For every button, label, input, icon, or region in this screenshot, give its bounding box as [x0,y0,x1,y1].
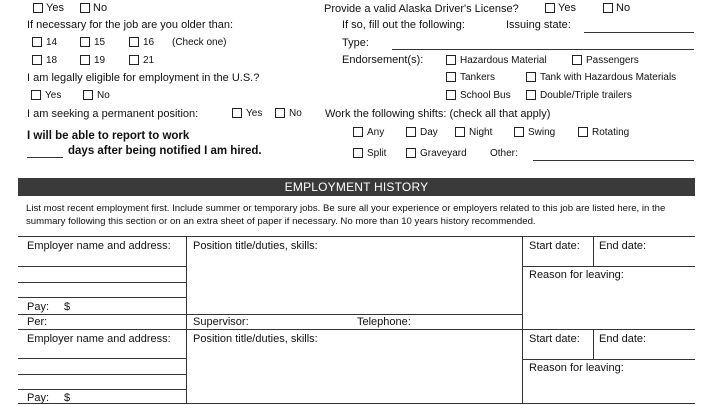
col-divider-2 [522,236,523,404]
pay-label: Pay: [27,301,50,313]
eligible-yes-checkbox[interactable] [31,90,41,100]
date-row-rule [522,266,695,267]
pay-dollar-2: $ [64,392,71,404]
endorsements-label: Endorsement(s): [342,54,424,66]
eligible-question: I am legally eligible for employment in the U.S.? [27,72,260,84]
hazmat-label: Hazardous Material [460,55,547,66]
double-triple-checkbox[interactable] [526,90,536,100]
shift-swing-label: Swing [528,127,556,138]
employer-line-1[interactable] [18,266,186,267]
employer-line-2[interactable] [18,282,186,283]
report-days-field[interactable] [27,157,63,158]
school-bus-checkbox[interactable] [446,90,456,100]
supervisor-row-rule [186,314,522,315]
age-15-checkbox[interactable] [80,37,90,47]
permanent-yes-label: Yes [246,108,263,119]
school-bus-label: School Bus [460,90,511,101]
shift-night-label: Night [469,127,493,138]
report-line1: I will be able to report to work [27,130,190,142]
age-15-label: 15 [94,37,106,48]
employer-line-2-3[interactable] [18,389,186,390]
pay-dollar: $ [64,301,71,313]
shift-other-field[interactable] [533,160,694,161]
eligible-no-label: No [97,90,110,101]
date-row-rule-2 [522,359,695,360]
no-checkbox[interactable] [80,3,90,13]
employer-label: Employer name and address: [27,240,171,252]
report-line2: days after being notified I am hired. [68,145,262,157]
license-no-label: No [616,2,631,14]
shift-day-label: Day [420,127,438,138]
employment-instructions: List most recent employment first. Include summer or temporary jobs. Be sure all your experience or employers related to this job are listed here, in the summary following this section or on an extra sheet of paper if necessary. No more than 10 years history recommended. [26,203,666,227]
age-21-checkbox[interactable] [129,55,139,65]
issuing-state-label: Issuing state: [506,19,571,31]
passengers-checkbox[interactable] [572,55,582,65]
shift-any-checkbox[interactable] [353,127,363,137]
permanent-no-label: No [289,108,302,119]
license-yes-label: Yes [558,2,576,14]
shift-night-checkbox[interactable] [455,127,465,137]
pay-label-2: Pay: [27,392,50,404]
eligible-yes-label: Yes [45,90,62,101]
age-14-checkbox[interactable] [32,37,42,47]
no-label: No [93,2,108,14]
end-date-label-2: End date: [599,333,647,345]
license-no-checkbox[interactable] [603,3,613,13]
telephone-label: Telephone: [357,316,411,328]
type-field[interactable] [392,49,694,50]
tankers-checkbox[interactable] [446,72,456,82]
col-divider-1 [186,236,187,404]
tank-hazmat-checkbox[interactable] [526,72,536,82]
shift-split-checkbox[interactable] [353,148,363,158]
double-triple-label: Double/Triple trailers [540,90,632,101]
end-date-label: End date: [599,240,647,252]
age-21-label: 21 [143,55,155,66]
age-16-checkbox[interactable] [129,37,139,47]
tankers-label: Tankers [460,72,496,83]
age-14-label: 14 [46,37,58,48]
if-so-label: If so, fill out the following: [342,19,465,31]
employer-line-2-1[interactable] [18,358,186,359]
age-19-checkbox[interactable] [80,55,90,65]
permanent-question: I am seeking a permanent position: [27,108,199,120]
yes-checkbox[interactable] [33,3,43,13]
shifts-question: Work the following shifts: (check all that apply) [325,108,551,120]
employer-label-2: Employer name and address: [27,333,171,345]
position-label: Position title/duties, skills: [193,240,318,252]
employer-line-3[interactable] [18,297,186,298]
yes-label: Yes [46,2,64,14]
reason-label: Reason for leaving: [529,269,624,281]
employer-line-2-2[interactable] [18,374,186,375]
age-16-label: 16 [143,37,155,48]
pay-rule [18,314,186,315]
shift-rotating-label: Rotating [592,127,630,138]
type-label: Type: [342,37,369,49]
age-19-label: 19 [94,55,106,66]
hazmat-checkbox[interactable] [446,55,456,65]
date-divider-1 [593,236,594,267]
employment-history-header: EMPLOYMENT HISTORY [18,178,695,196]
shift-swing-checkbox[interactable] [514,127,524,137]
issuing-state-field[interactable] [584,32,694,33]
age-18-checkbox[interactable] [32,55,42,65]
per-label: Per: [27,316,48,328]
license-yes-checkbox[interactable] [545,3,555,13]
shift-other-label: Other: [490,148,518,159]
date-divider-2 [593,329,594,359]
shift-split-label: Split [367,148,387,159]
shift-rotating-checkbox[interactable] [578,127,588,137]
shift-day-checkbox[interactable] [406,127,416,137]
tank-hazmat-label: Tank with Hazardous Materials [540,72,677,83]
permanent-yes-checkbox[interactable] [232,108,242,118]
supervisor-label: Supervisor: [193,316,249,328]
start-date-label-2: Start date: [529,333,580,345]
eligible-no-checkbox[interactable] [83,90,93,100]
shift-graveyard-label: Graveyard [420,148,467,159]
passengers-label: Passengers [586,55,639,66]
reason-label-2: Reason for leaving: [529,362,624,374]
shift-graveyard-checkbox[interactable] [406,148,416,158]
age-18-label: 18 [46,55,58,66]
shift-any-label: Any [367,127,385,138]
permanent-no-checkbox[interactable] [275,108,285,118]
age-question: If necessary for the job are you older than: [27,19,234,31]
license-question: Provide a valid Alaska Driver's License? [324,3,519,15]
start-date-label: Start date: [529,240,580,252]
position-label-2: Position title/duties, skills: [193,333,318,345]
check-one-note: (Check one) [172,37,227,48]
